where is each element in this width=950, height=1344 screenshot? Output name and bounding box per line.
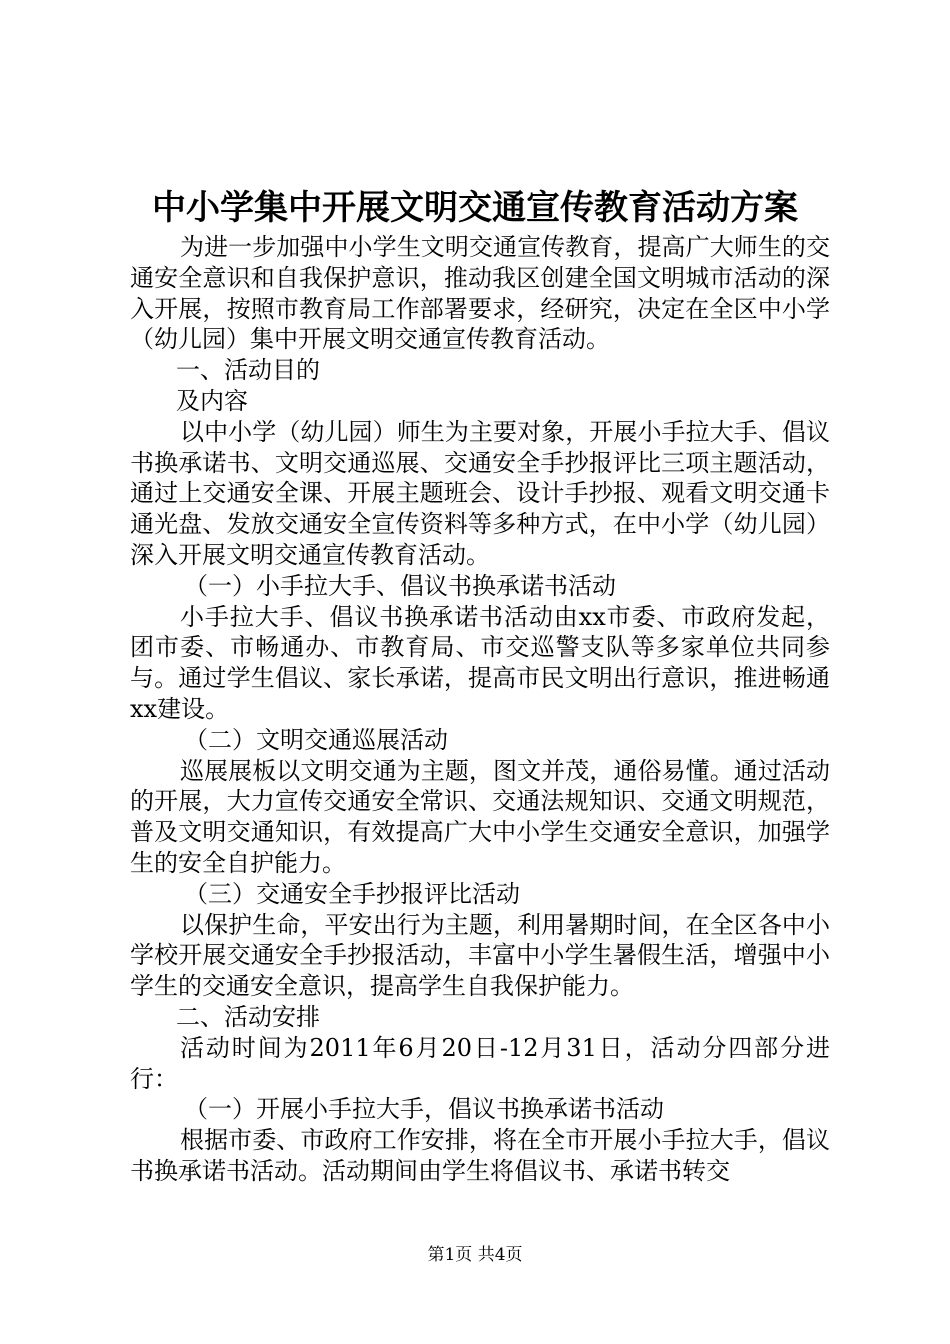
section-heading-1-continued: 及内容 bbox=[176, 386, 248, 415]
subsection-heading-2: （二）文明交通巡展活动 bbox=[184, 725, 448, 754]
subsection-heading-4: （一）开展小手拉大手，倡议书换承诺书活动 bbox=[184, 1095, 664, 1124]
page-footer: 第1页 共4页 bbox=[427, 1245, 523, 1265]
paragraph-subsection-1: 小手拉大手、倡议书换承诺书活动由xx市委、市政府发起，团市委、市畅通办、市教育局、市交巡警支队等多家单位共同参与。通过学生倡议、家长承诺，提高市民文明出行意识，推进畅通xx建设。 bbox=[130, 602, 830, 723]
paragraph-intro: 为进一步加强中小学生文明交通宣传教育，提高广大师生的交通安全意识和自我保护意识，推动我区创建全国文明城市活动的深入开展，按照市教育局工作部署要求，经研究，决定在全区中小学（幼儿园）集中开展文明交通宣传教育活动。 bbox=[130, 233, 830, 354]
subsection-heading-1: （一）小手拉大手、倡议书换承诺书活动 bbox=[184, 571, 616, 600]
paragraph-subsection-3: 以保护生命，平安出行为主题，利用暑期时间，在全区各中小学校开展交通安全手抄报活动，丰富中小学生暑假生活，增强中小学生的交通安全意识，提高学生自我保护能力。 bbox=[130, 910, 830, 1001]
section-heading-2: 二、活动安排 bbox=[176, 1002, 320, 1031]
document-body bbox=[130, 232, 830, 1187]
paragraph-subsection-2: 巡展展板以文明交通为主题，图文并茂，通俗易懂。通过活动的开展，大力宣传交通安全常识、交通法规知识、交通文明规范，普及文明交通知识，有效提高广大中小学生交通安全意识，加强学生的安全自护能力。 bbox=[130, 756, 830, 877]
subsection-heading-3: （三）交通安全手抄报评比活动 bbox=[184, 879, 520, 908]
document-title: 中小学集中开展文明交通宣传教育活动方案 bbox=[152, 188, 798, 228]
paragraph-subsection-4: 根据市委、市政府工作安排，将在全市开展小手拉大手，倡议书换承诺书活动。活动期间由学生将倡议书、承诺书转交 bbox=[130, 1126, 830, 1185]
paragraph-content: 以中小学（幼儿园）师生为主要对象，开展小手拉大手、倡议书换承诺书、文明交通巡展、交通安全手抄报评比三项主题活动，通过上交通安全课、开展主题班会、设计手抄报、观看文明交通卡通光盘、发放交通安全宣传资料等多种方式，在中小学（幼儿园）深入开展文明交通宣传教育活动。 bbox=[130, 417, 830, 569]
section-heading-1: 一、活动目的 bbox=[176, 356, 320, 385]
paragraph-schedule: 活动时间为2011年6月20日-12月31日，活动分四部分进行： bbox=[130, 1033, 830, 1093]
